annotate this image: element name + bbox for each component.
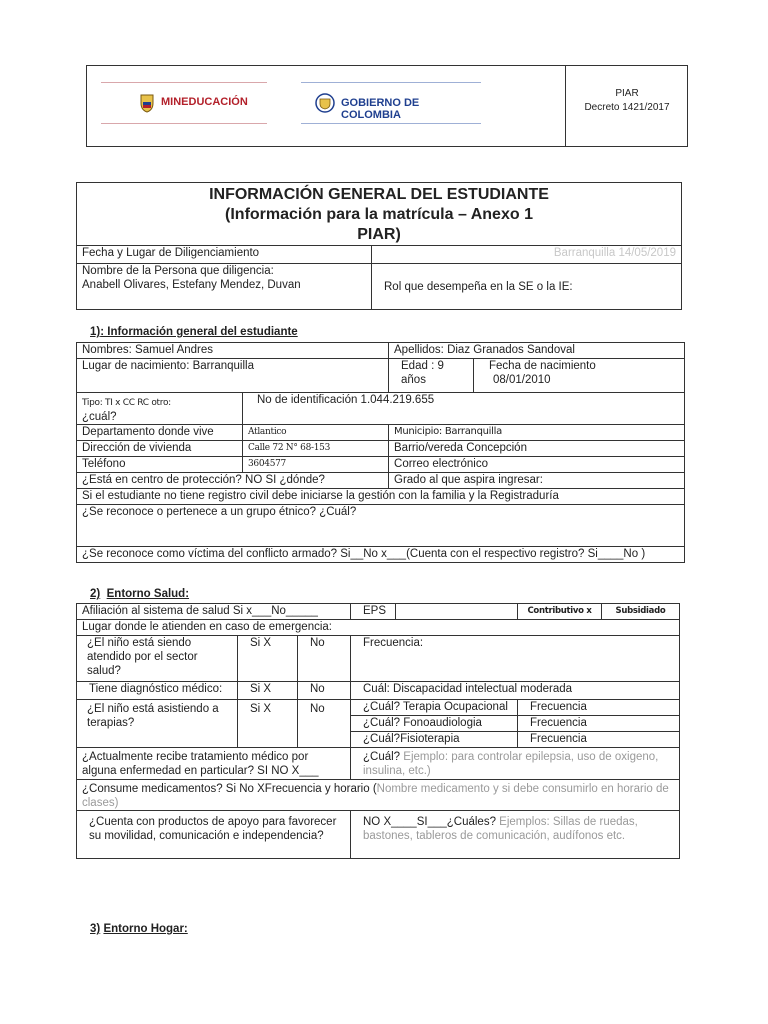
lugar-nacimiento[interactable]: Lugar de nacimiento: Barranquilla [77, 359, 389, 393]
tipo-cell[interactable] [77, 393, 243, 425]
frecuencia-atencion[interactable]: Frecuencia: [351, 636, 680, 682]
section3-number: 3) [90, 923, 101, 935]
emergencia[interactable]: Lugar donde le atienden en caso de emergencia: [77, 620, 680, 636]
tratamiento-ejemplo: Ejemplo: para controlar epilepsia, uso de oxigeno, insulina, etc.) [363, 751, 659, 777]
direccion-label: Dirección de vivienda [77, 441, 243, 457]
diagnostico-label: Tiene diagnóstico médico: [77, 682, 238, 700]
correo-label[interactable]: Correo electrónico [389, 457, 685, 473]
section1-table [76, 342, 685, 563]
no-identificacion[interactable]: No de identificación 1.044.219.655 [243, 393, 685, 425]
apellidos[interactable]: Apellidos: Diaz Granados Sandoval [389, 343, 685, 359]
terapias-no[interactable]: No [298, 700, 351, 748]
victima-conflicto[interactable]: ¿Se reconoce como víctima del conflicto armado? Si__No x___(Cuenta con el respectivo registro? Si____No ) [77, 547, 685, 563]
section3-heading [90, 923, 188, 935]
terapia-2-frecuencia[interactable]: Frecuencia [518, 716, 680, 732]
barrio[interactable]: Barrio/vereda Concepción [389, 441, 685, 457]
diagnostico-cual[interactable]: Cuál: Discapacidad intelectual moderada [351, 682, 680, 700]
atendido-sector-salud: ¿El niño está siendo atendido por el sector salud? [77, 636, 238, 682]
terapias-label: ¿El niño está asistiendo a terapias? [77, 700, 238, 748]
fecha-label: Fecha y Lugar de Diligenciamiento [77, 246, 372, 264]
medicamentos: ¿Consume medicamentos? Si No XFrecuencia y horario ( [82, 783, 377, 795]
diagnostico-no[interactable]: No [298, 682, 351, 700]
medicamentos-hint: Nombre medicamento y si debe consumirlo en horario de clases) [82, 783, 669, 809]
grado[interactable]: Grado al que aspira ingresar: [389, 473, 685, 489]
subsidiado[interactable]: Subsidiado [602, 604, 680, 620]
seal-icon [315, 93, 335, 113]
eps-label: EPS [351, 604, 396, 620]
depto-label: Departamento donde vive [77, 425, 243, 441]
registro-note: Si el estudiante no tiene registro civil debe iniciarse la gestión con la familia y la Registraduría [77, 489, 685, 505]
productos-apoyo: ¿Cuenta con productos de apoyo para favorecer su movilidad, comunicación e independencia? [77, 811, 351, 859]
terapia-2[interactable]: ¿Cuál? Fonoaudiologia [351, 716, 518, 732]
title-cell [77, 183, 682, 246]
title-table [76, 182, 682, 310]
shield-icon [139, 93, 155, 113]
section3-title: Entorno Hogar: [103, 923, 188, 935]
proteccion[interactable]: ¿Está en centro de protección? NO SI ¿dónde? [77, 473, 389, 489]
rol-label: Rol que desempeña en la SE o la IE: [384, 280, 573, 293]
gobierno-logo [301, 82, 481, 124]
persona-label: Nombre de la Persona que diligencia: [82, 265, 274, 277]
rol-cell[interactable] [372, 264, 682, 310]
persona-value[interactable]: Anabell Olivares, Estefany Mendez, Duvan [82, 279, 301, 291]
direccion-value[interactable]: Calle 72 N° 68-153 [243, 441, 389, 457]
section1-heading [90, 326, 298, 338]
terapia-3-frecuencia[interactable]: Frecuencia [518, 732, 680, 748]
atendido-no[interactable]: No [298, 636, 351, 682]
edad[interactable]: Edad : 9 años [389, 359, 474, 393]
section2-table [76, 603, 680, 859]
mineducacion-logo [101, 82, 267, 124]
decree-text: Decreto 1421/2017 [584, 102, 670, 113]
tratamiento-cual-cell[interactable] [351, 748, 680, 780]
doc-code: PIAR [615, 88, 639, 99]
contributivo[interactable]: Contributivo x [518, 604, 602, 620]
header-divider [565, 66, 566, 146]
fecha-value[interactable]: Barranquilla 14/05/2019 [372, 246, 682, 264]
terapia-3[interactable]: ¿Cuál?Fisioterapia [351, 732, 518, 748]
title-line1: INFORMACIÓN GENERAL DEL ESTUDIANTE [209, 186, 549, 203]
cual-doc: ¿cuál? [82, 411, 117, 423]
diagnostico-si[interactable]: Si X [238, 682, 298, 700]
fecha-nacimiento-cell[interactable] [474, 359, 685, 393]
gobierno-text: GOBIERNO DE COLOMBIA [341, 97, 420, 121]
telefono-label: Teléfono [77, 457, 243, 473]
persona-cell [77, 264, 372, 310]
section2-heading [90, 588, 189, 600]
section2-title: Entorno Salud: [106, 588, 190, 600]
section2-number: 2) [90, 588, 101, 600]
productos-apoyo-respuesta: NO X____SI___¿Cuáles? [363, 816, 496, 828]
productos-apoyo-cell[interactable] [351, 811, 680, 859]
municipio[interactable]: Municipio: Barranquilla [389, 425, 685, 441]
terapias-si[interactable]: Si X [238, 700, 298, 748]
tipo-doc: Tipo: TI x CC RC otro: [82, 398, 171, 408]
grupo-etnico[interactable]: ¿Se reconoce o pertenece a un grupo étnico? ¿Cuál? [77, 505, 685, 547]
title-line3: PIAR) [357, 226, 401, 243]
section1-title: : Información general del estudiante [100, 326, 298, 338]
productos-apoyo-ejemplo: Ejemplos: Sillas de ruedas, bastones, tableros de comunicación, audífonos etc. [363, 816, 638, 842]
section1-number: 1) [90, 326, 101, 338]
afiliacion[interactable]: Afiliación al sistema de salud Si x___No_____ [77, 604, 351, 620]
telefono-value[interactable]: 3604577 [243, 457, 389, 473]
terapia-1-frecuencia[interactable]: Frecuencia [518, 700, 680, 716]
fecha-nacimiento-value[interactable]: 08/01/2010 [493, 374, 551, 386]
mineducacion-text: MINEDUCACIÓN [161, 96, 248, 108]
tratamiento-medico[interactable]: ¿Actualmente recibe tratamiento médico por alguna enfermedad en particular? SI NO X___ [77, 748, 351, 780]
eps-value[interactable] [396, 604, 518, 620]
atendido-si[interactable]: Si X [238, 636, 298, 682]
depto-value[interactable]: Atlantico [243, 425, 389, 441]
terapia-1[interactable]: ¿Cuál? Terapia Ocupacional [351, 700, 518, 716]
nombres[interactable]: Nombres: Samuel Andres [77, 343, 389, 359]
fecha-nacimiento-label: Fecha de nacimiento [489, 360, 596, 372]
header-box [86, 65, 688, 147]
medicamentos-cell[interactable] [77, 780, 680, 811]
title-line2: (Información para la matrícula – Anexo 1 [225, 206, 533, 223]
tratamiento-cual: ¿Cuál? [363, 751, 401, 763]
